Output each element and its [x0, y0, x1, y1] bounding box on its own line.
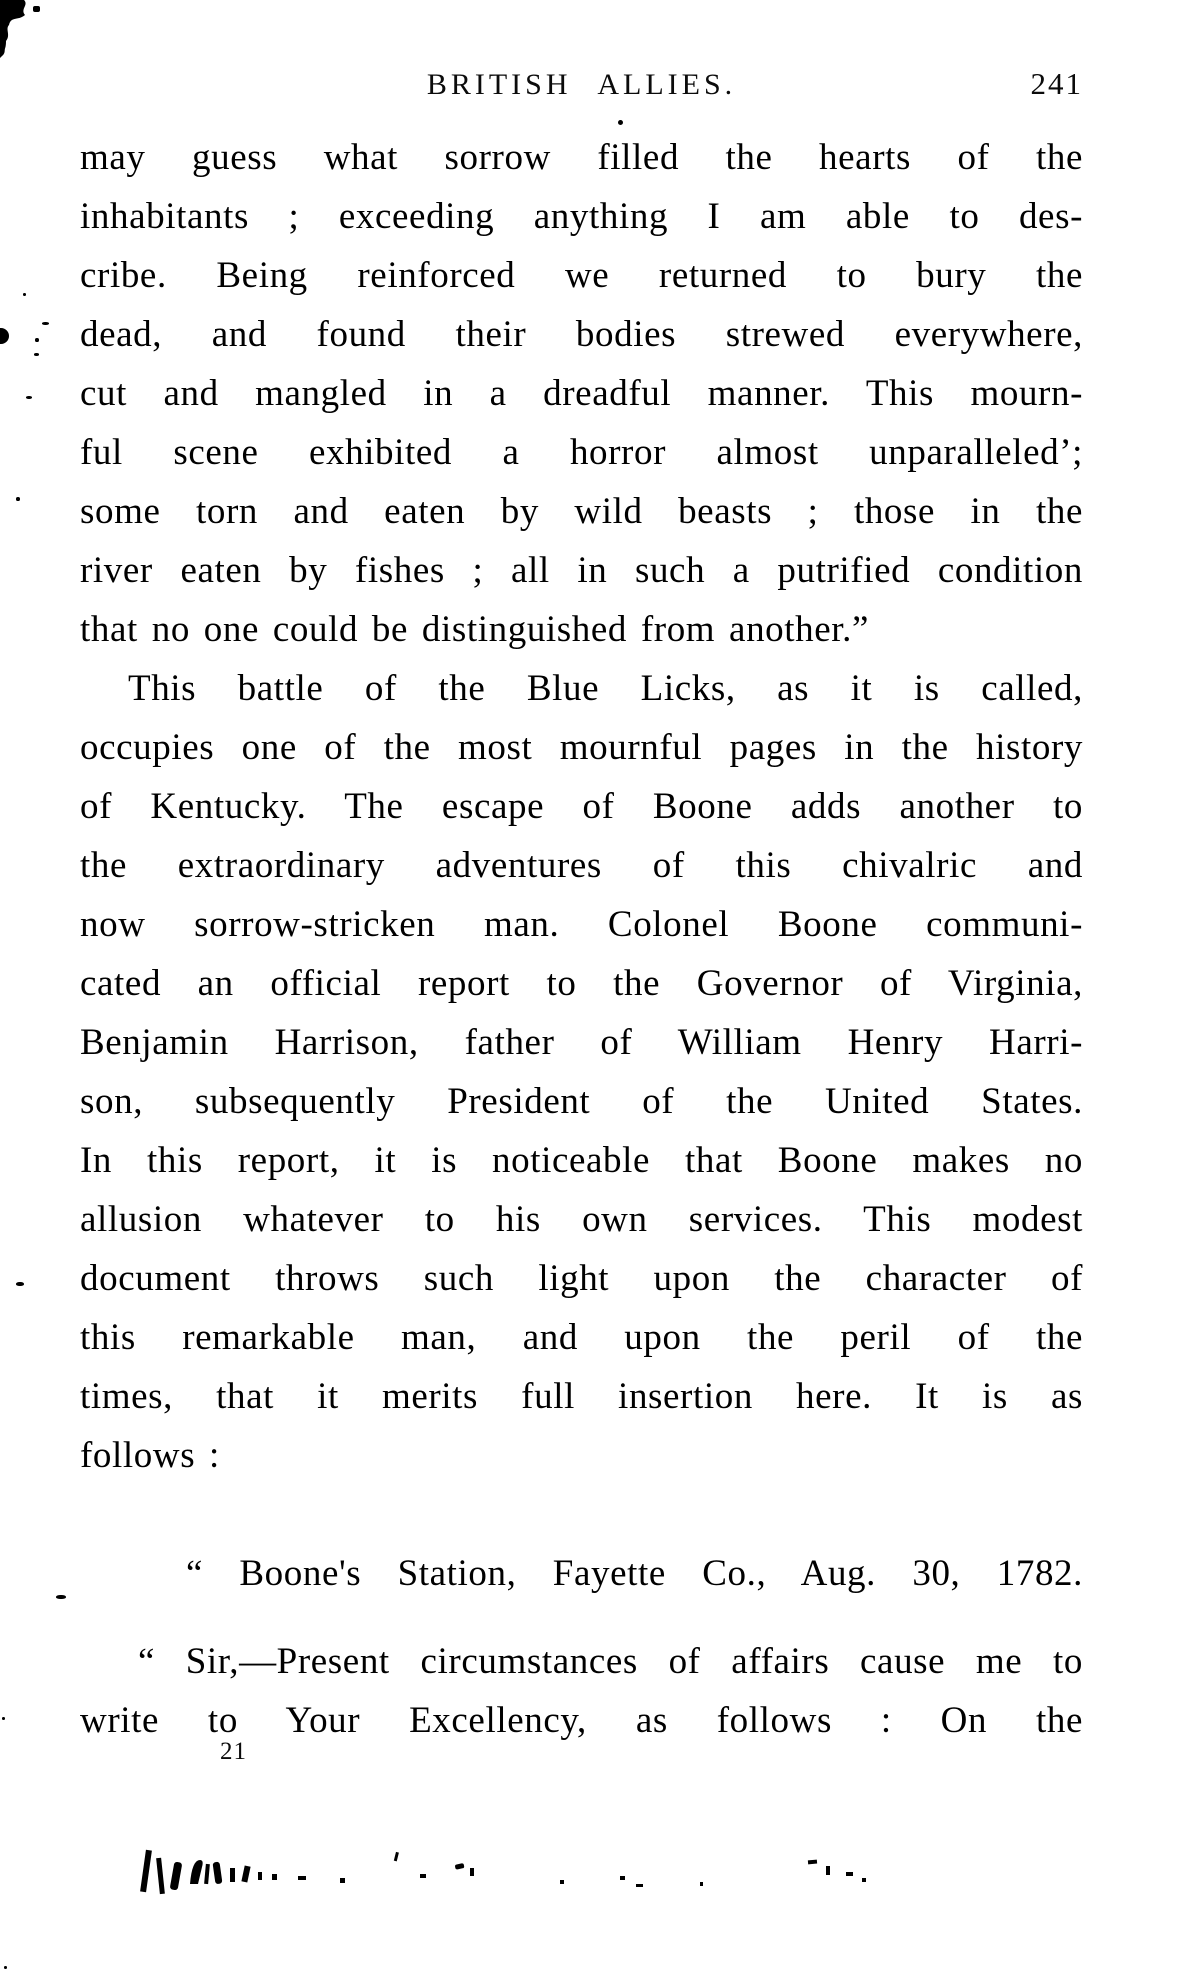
text-line: now sorrow-stricken man. Colonel Boone communi-	[80, 904, 1083, 945]
margin-speck	[42, 322, 49, 325]
text-line: river eaten by fishes ; all in such a putrified condition	[80, 550, 1083, 591]
margin-speck	[56, 1595, 66, 1599]
running-header	[80, 68, 1083, 112]
text-line: that no one could be distinguished from another.”	[80, 609, 870, 650]
text-line: cut and mangled in a dreadful manner. This mourn-	[80, 373, 1083, 414]
text-line: allusion whatever to his own services. This modest	[80, 1199, 1083, 1240]
bleedthrough-smudge	[130, 1845, 910, 1905]
letter-date-line: “ Boone's Station, Fayette Co., Aug. 30, 1782.	[186, 1553, 1083, 1594]
letter-body	[80, 1632, 1083, 1750]
header-title: BRITISH ALLIES.	[426, 68, 737, 101]
margin-speck	[26, 396, 32, 399]
text-line: this remarkable man, and upon the peril of the	[80, 1317, 1083, 1358]
margin-speck	[16, 1282, 24, 1286]
text-line: of Kentucky. The escape of Boone adds another to	[80, 786, 1083, 827]
ink-speck	[618, 120, 623, 125]
text-line: some torn and eaten by wild beasts ; those in the	[80, 491, 1083, 532]
text-line: cated an official report to the Governor of Virginia,	[80, 963, 1083, 1004]
margin-speck	[16, 497, 20, 501]
text-line: occupies one of the most mournful pages in the history	[80, 727, 1083, 768]
text-line: cribe. Being reinforced we returned to bury the	[80, 255, 1083, 296]
page-number: 241	[1030, 66, 1083, 101]
margin-speck	[23, 293, 26, 296]
text-line: This battle of the Blue Licks, as it is called,	[128, 668, 1083, 709]
text-line: inhabitants ; exceeding anything I am able to des-	[80, 196, 1083, 237]
text-line: the extraordinary adventures of this chivalric and	[80, 845, 1083, 886]
margin-speck	[34, 353, 39, 356]
body-text	[80, 128, 1083, 1485]
text-line: write to Your Excellency, as follows : On the	[80, 1700, 1083, 1741]
text-line: follows :	[80, 1435, 220, 1476]
text-line: In this report, it is noticeable that Boone makes no	[80, 1140, 1083, 1181]
margin-speck	[0, 328, 9, 344]
text-line: times, that it merits full insertion here. It is as	[80, 1376, 1083, 1417]
text-line: document throws such light upon the character of	[80, 1258, 1083, 1299]
margin-speck	[35, 338, 39, 342]
signature-mark: 21	[220, 1738, 247, 1765]
margin-speck	[2, 1717, 5, 1720]
text-line: “ Sir,—Present circumstances of affairs cause me to	[138, 1641, 1083, 1682]
text-line: Benjamin Harrison, father of William Henry Harri-	[80, 1022, 1083, 1063]
text-line: dead, and found their bodies strewed everywhere,	[80, 314, 1083, 355]
text-line: may guess what sorrow filled the hearts of the	[80, 137, 1083, 178]
ink-blot	[0, 0, 52, 62]
margin-speck	[4, 1966, 7, 1969]
text-line: ful scene exhibited a horror almost unparalleled’;	[80, 432, 1083, 473]
text-line: son, subsequently President of the United States.	[80, 1081, 1083, 1122]
